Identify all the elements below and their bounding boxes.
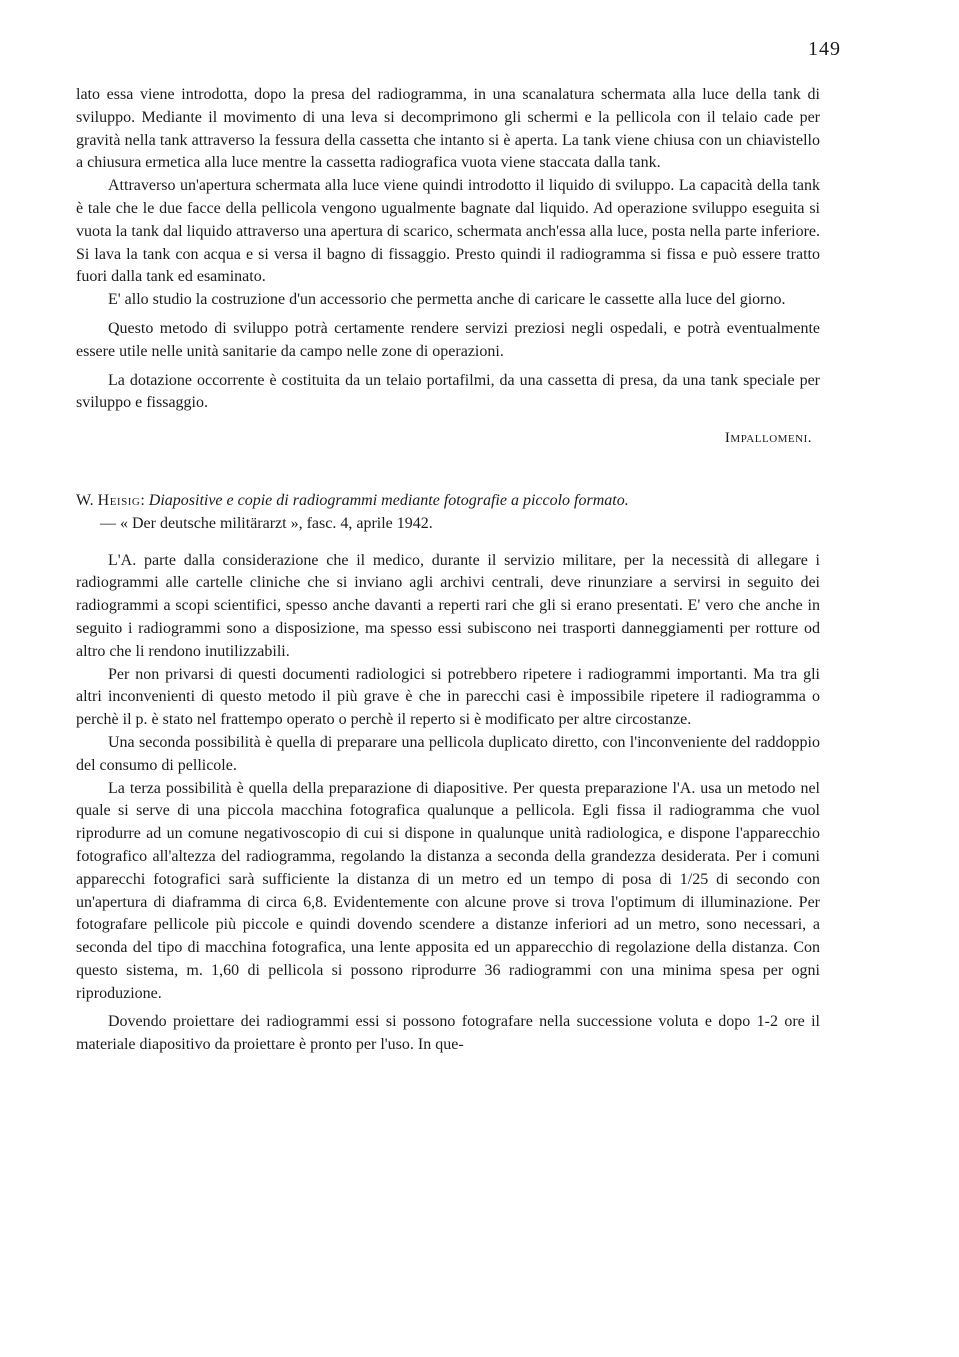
- review-author-initial: W.: [76, 491, 98, 509]
- review-author-separator: :: [140, 491, 149, 509]
- paragraph: lato essa viene introdotta, dopo la presa del radiogramma, in una scanalatura schermata alla luce della tank di sviluppo. Mediante il movimento di una leva si decomprimono gli schermi e la pellicola con il telaio cade per gravità nella tank attraverso la fessura della cassetta che intanto si è aperta. La tank viene chiusa con un chiavistello a chiusura ermetica alla luce mentre la cassetta radiografica vuota viene staccata dalla tank.: [76, 86, 820, 172]
- review-author-surname: Heisig: [97, 491, 141, 509]
- review-reference: [76, 490, 820, 513]
- paragraph: La dotazione occorrente è costituita da un telaio portafilmi, da una cassetta di presa, da una tank speciale per sviluppo e fissaggio.: [76, 371, 820, 412]
- paragraph: Dovendo proiettare dei radiogrammi essi si possono fotografare nella successione voluta e dopo 1-2 ore il materiale diapositivo da proiettare è pronto per l'uso. In que-: [76, 1013, 820, 1054]
- article-continuation: [76, 84, 820, 450]
- paragraph: L'A. parte dalla considerazione che il medico, durante il servizio militare, per la necessità di allegare i radiogrammi alle cartelle cliniche che si inviano agli archivi centrali, deve rinunziare a servirsi in seguito dei radiogrammi a scopi scientifici, spesso anche davanti a reperti rari che gli si erano presentati. E' vero che anche in seguito i radiogrammi sono a disposizione, ma spesso essi subiscono nei trasporti danneggiamenti per rotture od altro che li rendono inutilizzabili.: [76, 551, 820, 660]
- paragraph: Per non privarsi di questi documenti radiologici si potrebbero ripetere i radiogrammi importanti. Ma tra gli altri inconvenienti di questo metodo il più grave è che in parecchi casi è impossibile ripetere il radiogramma o perchè il p. è stato nel frattempo operato o perchè il reperto si è modificato per altre circostanze.: [76, 665, 820, 729]
- paragraph: Questo metodo di sviluppo potrà certamente rendere servizi preziosi negli ospedali, e potrà eventualmente essere utile nelle unità sanitarie da campo nelle zone di operazioni.: [76, 319, 820, 360]
- author-signature: Impallomeni.: [724, 430, 812, 447]
- review-citation: — « Der deutsche militärarzt », fasc. 4, aprile 1942.: [100, 514, 433, 532]
- paragraph: Una seconda possibilità è quella di preparare una pellicola duplicato diretto, con l'inconveniente del raddoppio del consumo di pellicole.: [76, 733, 820, 774]
- page-number: 149: [808, 38, 841, 60]
- review-body: [76, 550, 820, 1058]
- paragraph: La terza possibilità è quella della preparazione di diapositive. Per questa preparazione l'A. usa un metodo nel quale si serve di una piccola macchina fotografica qualunque a pellicola. Egli fissa il radiogramma che vuol riprodurre ad un comune negativoscopio di cui si dispone in qualunque unità radiologica, e dispone l'apparecchio fotografico all'altezza del radiogramma, regolando la distanza a seconda della grandezza desiderata. Per i comuni apparecchi fotografici sarà sufficiente la distanza di un metro ed un tempo di posa di 1/25 di secondo con un'apertura di diaframma di circa 6,8. Evidentemente con alcune prove si trova l'optimum di illuminazione. Per fotografare pellicole più piccole e quindi dovendo scendere a distanze inferiori ad un metro, sono necessari, a seconda del tipo di macchina fotografica, una lente apposita ed un apparecchio di regolazione della distanza. Con questo sistema, m. 1,60 di pellicola si possono riprodurre 36 radiogrammi con una minima spesa per ogni riproduzione.: [76, 779, 820, 1002]
- paragraph: Attraverso un'apertura schermata alla luce viene quindi introdotto il liquido di sviluppo. La capacità della tank è tale che le due facce della pellicola vengono ugualmente bagnate dal liquido. Ad operazione sviluppo eseguita si vuota la tank dal liquido attraverso una apertura di scarico, schermata anch'essa alla luce, posta nella parte inferiore. Si lava la tank con acqua e si versa il bagno di fissaggio. Presto quindi il radiogramma si fissa e può essere tratto fuori dalla tank ed esaminato.: [76, 177, 820, 286]
- paragraph: E' allo studio la costruzione d'un accessorio che permetta anche di caricare le cassette alla luce del giorno.: [108, 291, 786, 309]
- page-content: [76, 84, 820, 1057]
- review-title: Diapositive e copie di radiogrammi mediante fotografie a piccolo formato.: [148, 491, 629, 509]
- review-header: [76, 490, 820, 536]
